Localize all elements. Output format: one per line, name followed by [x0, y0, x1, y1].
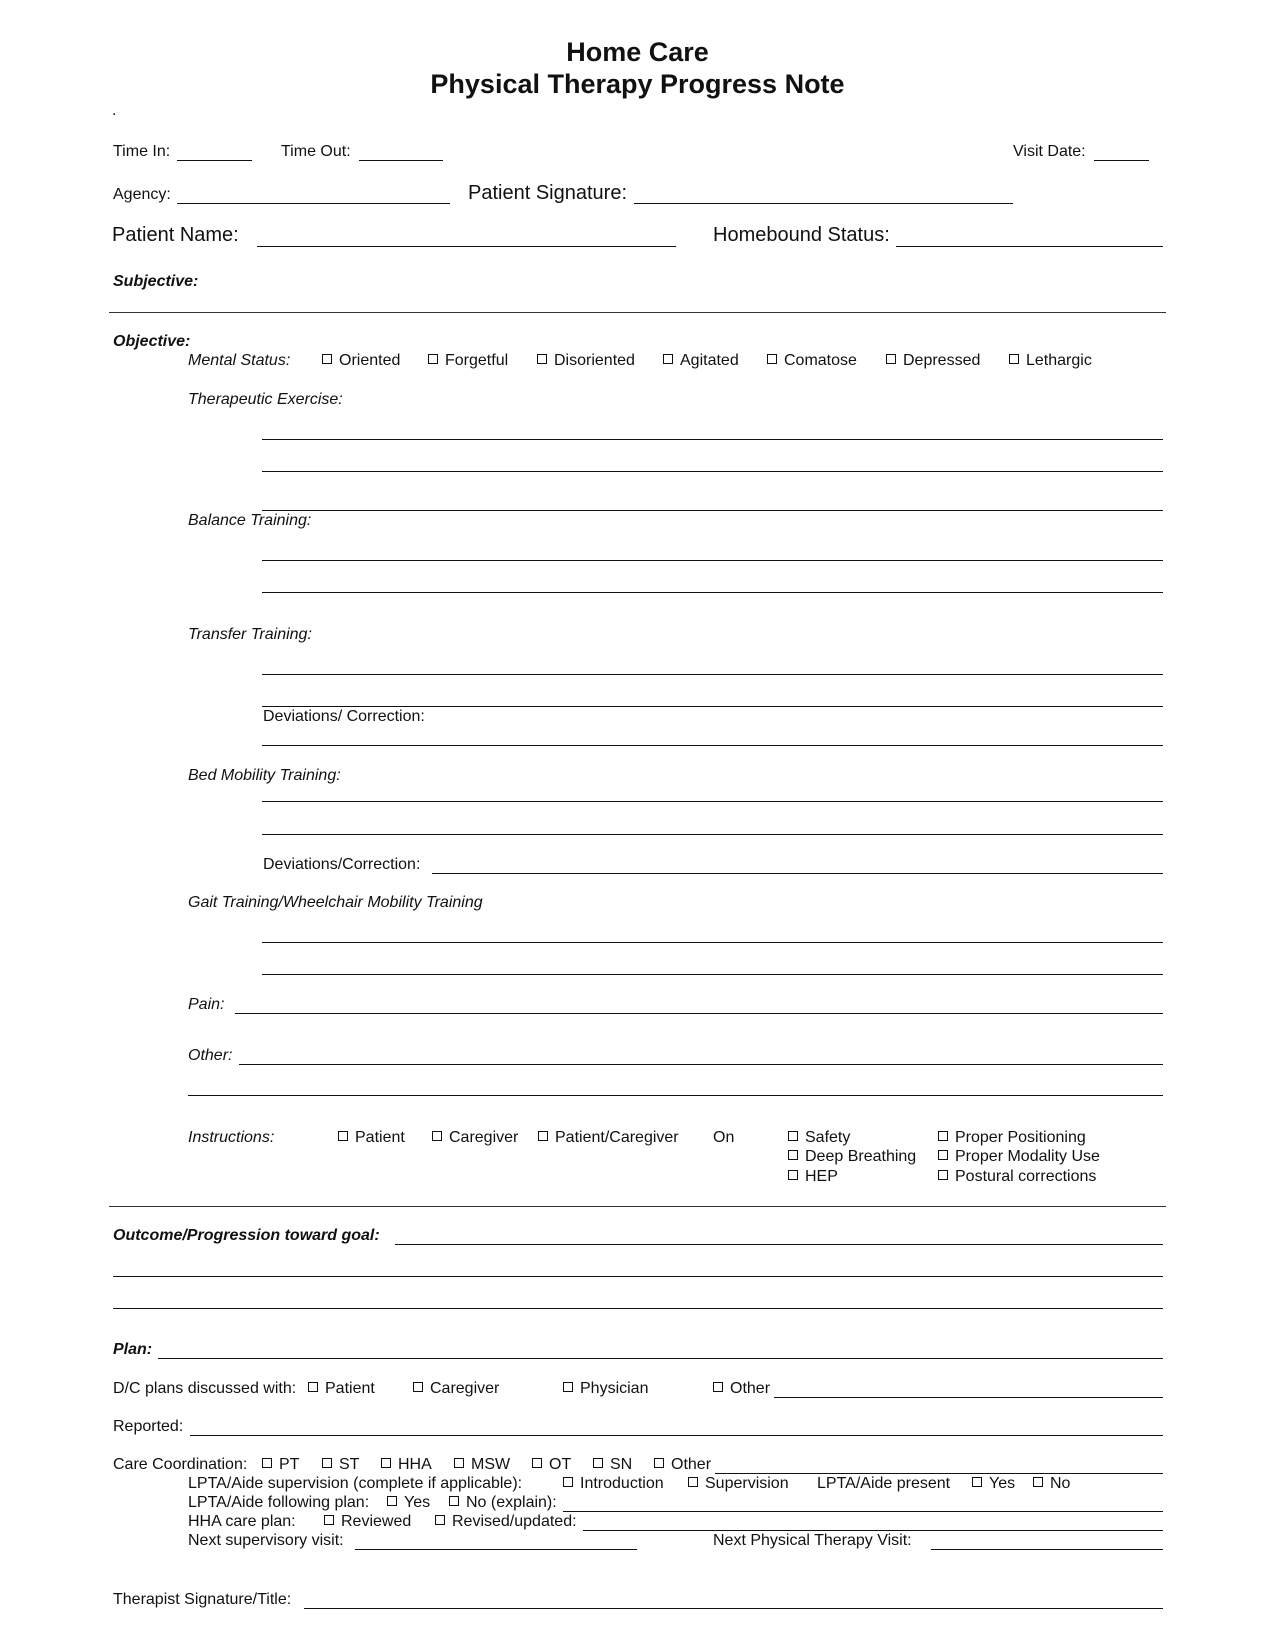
next-supervisory-field[interactable]: [355, 1549, 637, 1550]
checkbox-icon: [1033, 1477, 1043, 1487]
checkbox-icon: [767, 354, 777, 364]
topic-proper-positioning-option[interactable]: Proper Positioning: [938, 1129, 1086, 1147]
lpta-following-explain-field[interactable]: [563, 1511, 1163, 1512]
section-divider: [109, 312, 1166, 313]
checkbox-icon: [449, 1496, 459, 1506]
hha-reviewed-option[interactable]: Reviewed: [324, 1513, 411, 1531]
checkbox-icon: [432, 1131, 442, 1141]
hha-revised-option[interactable]: Revised/updated:: [435, 1513, 577, 1531]
reported-line[interactable]: [190, 1435, 1163, 1436]
time-in-field[interactable]: [177, 160, 252, 161]
other-line-1[interactable]: [239, 1064, 1163, 1065]
lpta-introduction-option[interactable]: Introduction: [563, 1475, 664, 1493]
topic-hep-option[interactable]: HEP: [788, 1168, 838, 1186]
stray-dot: .: [112, 102, 117, 119]
therapist-signature-label: Therapist Signature/Title:: [113, 1591, 292, 1608]
instructions-patient-caregiver-option[interactable]: Patient/Caregiver: [538, 1129, 679, 1147]
checkbox-icon: [387, 1496, 397, 1506]
checkbox-icon: [688, 1477, 698, 1487]
pain-line[interactable]: [235, 1013, 1163, 1014]
next-supervisory-label: Next supervisory visit:: [188, 1532, 344, 1549]
outcome-label: Outcome/Progression toward goal:: [113, 1227, 380, 1244]
mental-comatose-option[interactable]: Comatose: [767, 352, 857, 370]
bed-mobility-label: Bed Mobility Training:: [188, 767, 341, 784]
visit-date-field[interactable]: [1094, 160, 1149, 161]
checkbox-icon: [324, 1515, 334, 1525]
coord-ot-option[interactable]: OT: [532, 1456, 571, 1474]
checkbox-icon: [537, 354, 547, 364]
bed-mobility-line-2[interactable]: [262, 834, 1163, 835]
topic-postural-corrections-option[interactable]: Postural corrections: [938, 1168, 1096, 1186]
patient-name-label: Patient Name:: [112, 224, 239, 246]
therapeutic-exercise-line-2[interactable]: [262, 471, 1163, 472]
checkbox-icon: [322, 1458, 332, 1468]
checkbox-icon: [381, 1458, 391, 1468]
checkbox-icon: [938, 1131, 948, 1141]
care-coordination-label: Care Coordination:: [113, 1456, 248, 1473]
agency-label: Agency:: [113, 186, 171, 203]
mental-disoriented-option[interactable]: Disoriented: [537, 352, 635, 370]
mental-status-label: Mental Status:: [188, 352, 291, 369]
plan-line[interactable]: [158, 1358, 1163, 1359]
coord-hha-option[interactable]: HHA: [381, 1456, 432, 1474]
dc-plans-label: D/C plans discussed with:: [113, 1380, 297, 1397]
coord-other-field[interactable]: [715, 1473, 1163, 1474]
patient-signature-field[interactable]: [634, 203, 1013, 204]
topic-deep-breathing-option[interactable]: Deep Breathing: [788, 1148, 916, 1166]
checkbox-icon: [308, 1382, 318, 1392]
bed-deviations-label: Deviations/Correction:: [263, 856, 421, 873]
checkbox-icon: [428, 354, 438, 364]
next-pt-visit-field[interactable]: [931, 1549, 1163, 1550]
checkbox-icon: [563, 1477, 573, 1487]
checkbox-icon: [713, 1382, 723, 1392]
dc-caregiver-option[interactable]: Caregiver: [413, 1380, 499, 1398]
lpta-supervision-option[interactable]: Supervision: [688, 1475, 789, 1493]
lpta-present-no-option[interactable]: No: [1033, 1475, 1070, 1493]
topic-safety-option[interactable]: Safety: [788, 1129, 850, 1147]
checkbox-icon: [262, 1458, 272, 1468]
checkbox-icon: [538, 1131, 548, 1141]
coord-msw-option[interactable]: MSW: [454, 1456, 510, 1474]
therapist-signature-field[interactable]: [304, 1608, 1163, 1609]
patient-signature-label: Patient Signature:: [468, 182, 627, 204]
checkbox-icon: [435, 1515, 445, 1525]
plan-label: Plan:: [113, 1341, 153, 1358]
outcome-line-1[interactable]: [395, 1244, 1163, 1245]
time-out-label: Time Out:: [281, 143, 351, 160]
topic-proper-modality-option[interactable]: Proper Modality Use: [938, 1148, 1100, 1166]
time-in-label: Time In:: [113, 143, 171, 160]
mental-agitated-option[interactable]: Agitated: [663, 352, 739, 370]
lpta-following-yes-option[interactable]: Yes: [387, 1494, 430, 1512]
instructions-label: Instructions:: [188, 1129, 275, 1146]
subjective-label: Subjective:: [113, 273, 199, 290]
checkbox-icon: [972, 1477, 982, 1487]
checkbox-icon: [938, 1170, 948, 1180]
mental-oriented-option[interactable]: Oriented: [322, 352, 400, 370]
other-label: Other:: [188, 1047, 233, 1064]
mental-forgetful-option[interactable]: Forgetful: [428, 352, 508, 370]
transfer-deviations-label: Deviations/ Correction:: [263, 708, 425, 725]
form-subtitle: Physical Therapy Progress Note: [430, 69, 845, 99]
checkbox-icon: [454, 1458, 464, 1468]
lpta-present-yes-option[interactable]: Yes: [972, 1475, 1015, 1493]
hha-revised-field[interactable]: [583, 1530, 1163, 1531]
balance-training-line-1[interactable]: [262, 560, 1163, 561]
gait-training-label: Gait Training/Wheelchair Mobility Training: [188, 894, 483, 911]
checkbox-icon: [593, 1458, 603, 1468]
coord-sn-option[interactable]: SN: [593, 1456, 632, 1474]
coord-pt-option[interactable]: PT: [262, 1456, 299, 1474]
patient-name-field[interactable]: [257, 246, 676, 247]
lpta-following-label: LPTA/Aide following plan:: [188, 1494, 370, 1511]
mental-depressed-option[interactable]: Depressed: [886, 352, 980, 370]
mental-lethargic-option[interactable]: Lethargic: [1009, 352, 1092, 370]
transfer-training-line-2[interactable]: [262, 706, 1163, 707]
checkbox-icon: [788, 1150, 798, 1160]
instructions-on-label: On: [713, 1129, 735, 1146]
checkbox-icon: [788, 1131, 798, 1141]
hha-care-plan-label: HHA care plan:: [188, 1513, 296, 1530]
objective-label: Objective:: [113, 333, 191, 350]
gait-training-line-2[interactable]: [262, 974, 1163, 975]
bed-deviations-line[interactable]: [432, 873, 1163, 874]
outcome-line-2[interactable]: [113, 1276, 1163, 1277]
instructions-patient-option[interactable]: Patient: [338, 1129, 405, 1147]
dc-other-field[interactable]: [774, 1397, 1163, 1398]
lpta-following-no-option[interactable]: No (explain):: [449, 1494, 557, 1512]
gait-training-line-1[interactable]: [262, 942, 1163, 943]
time-out-field[interactable]: [359, 160, 443, 161]
other-line-2[interactable]: [188, 1095, 1163, 1096]
checkbox-icon: [338, 1131, 348, 1141]
transfer-deviations-line[interactable]: [262, 745, 1163, 746]
homebound-status-field[interactable]: [896, 246, 1163, 247]
reported-label: Reported:: [113, 1418, 184, 1435]
checkbox-icon: [938, 1150, 948, 1160]
pain-label: Pain:: [188, 996, 225, 1013]
checkbox-icon: [886, 354, 896, 364]
checkbox-icon: [563, 1382, 573, 1392]
section-divider: [109, 1206, 1166, 1207]
dc-patient-option[interactable]: Patient: [308, 1380, 375, 1398]
checkbox-icon: [532, 1458, 542, 1468]
visit-date-label: Visit Date:: [1013, 143, 1086, 160]
agency-field[interactable]: [177, 203, 450, 204]
instructions-caregiver-option[interactable]: Caregiver: [432, 1129, 518, 1147]
checkbox-icon: [654, 1458, 664, 1468]
checkbox-icon: [322, 354, 332, 364]
dc-other-option[interactable]: Other: [713, 1380, 770, 1398]
lpta-supervision-label: LPTA/Aide supervision (complete if applicable):: [188, 1475, 523, 1492]
checkbox-icon: [788, 1170, 798, 1180]
outcome-line-3[interactable]: [113, 1308, 1163, 1309]
therapeutic-exercise-line-1[interactable]: [262, 439, 1163, 440]
bed-mobility-line-1[interactable]: [262, 801, 1163, 802]
transfer-training-line-1[interactable]: [262, 674, 1163, 675]
balance-training-line-2[interactable]: [262, 592, 1163, 593]
next-pt-visit-label: Next Physical Therapy Visit:: [713, 1532, 912, 1549]
coord-st-option[interactable]: ST: [322, 1456, 359, 1474]
form-title: Home Care: [566, 37, 709, 67]
therapeutic-exercise-label: Therapeutic Exercise:: [188, 391, 343, 408]
coord-other-option[interactable]: Other: [654, 1456, 711, 1474]
lpta-present-label: LPTA/Aide present: [817, 1475, 951, 1492]
therapeutic-exercise-line-3[interactable]: [262, 510, 1163, 511]
checkbox-icon: [413, 1382, 423, 1392]
dc-physician-option[interactable]: Physician: [563, 1380, 648, 1398]
transfer-training-label: Transfer Training:: [188, 626, 312, 643]
balance-training-label: Balance Training:: [188, 512, 312, 529]
checkbox-icon: [1009, 354, 1019, 364]
checkbox-icon: [663, 354, 673, 364]
homebound-status-label: Homebound Status:: [713, 224, 890, 246]
